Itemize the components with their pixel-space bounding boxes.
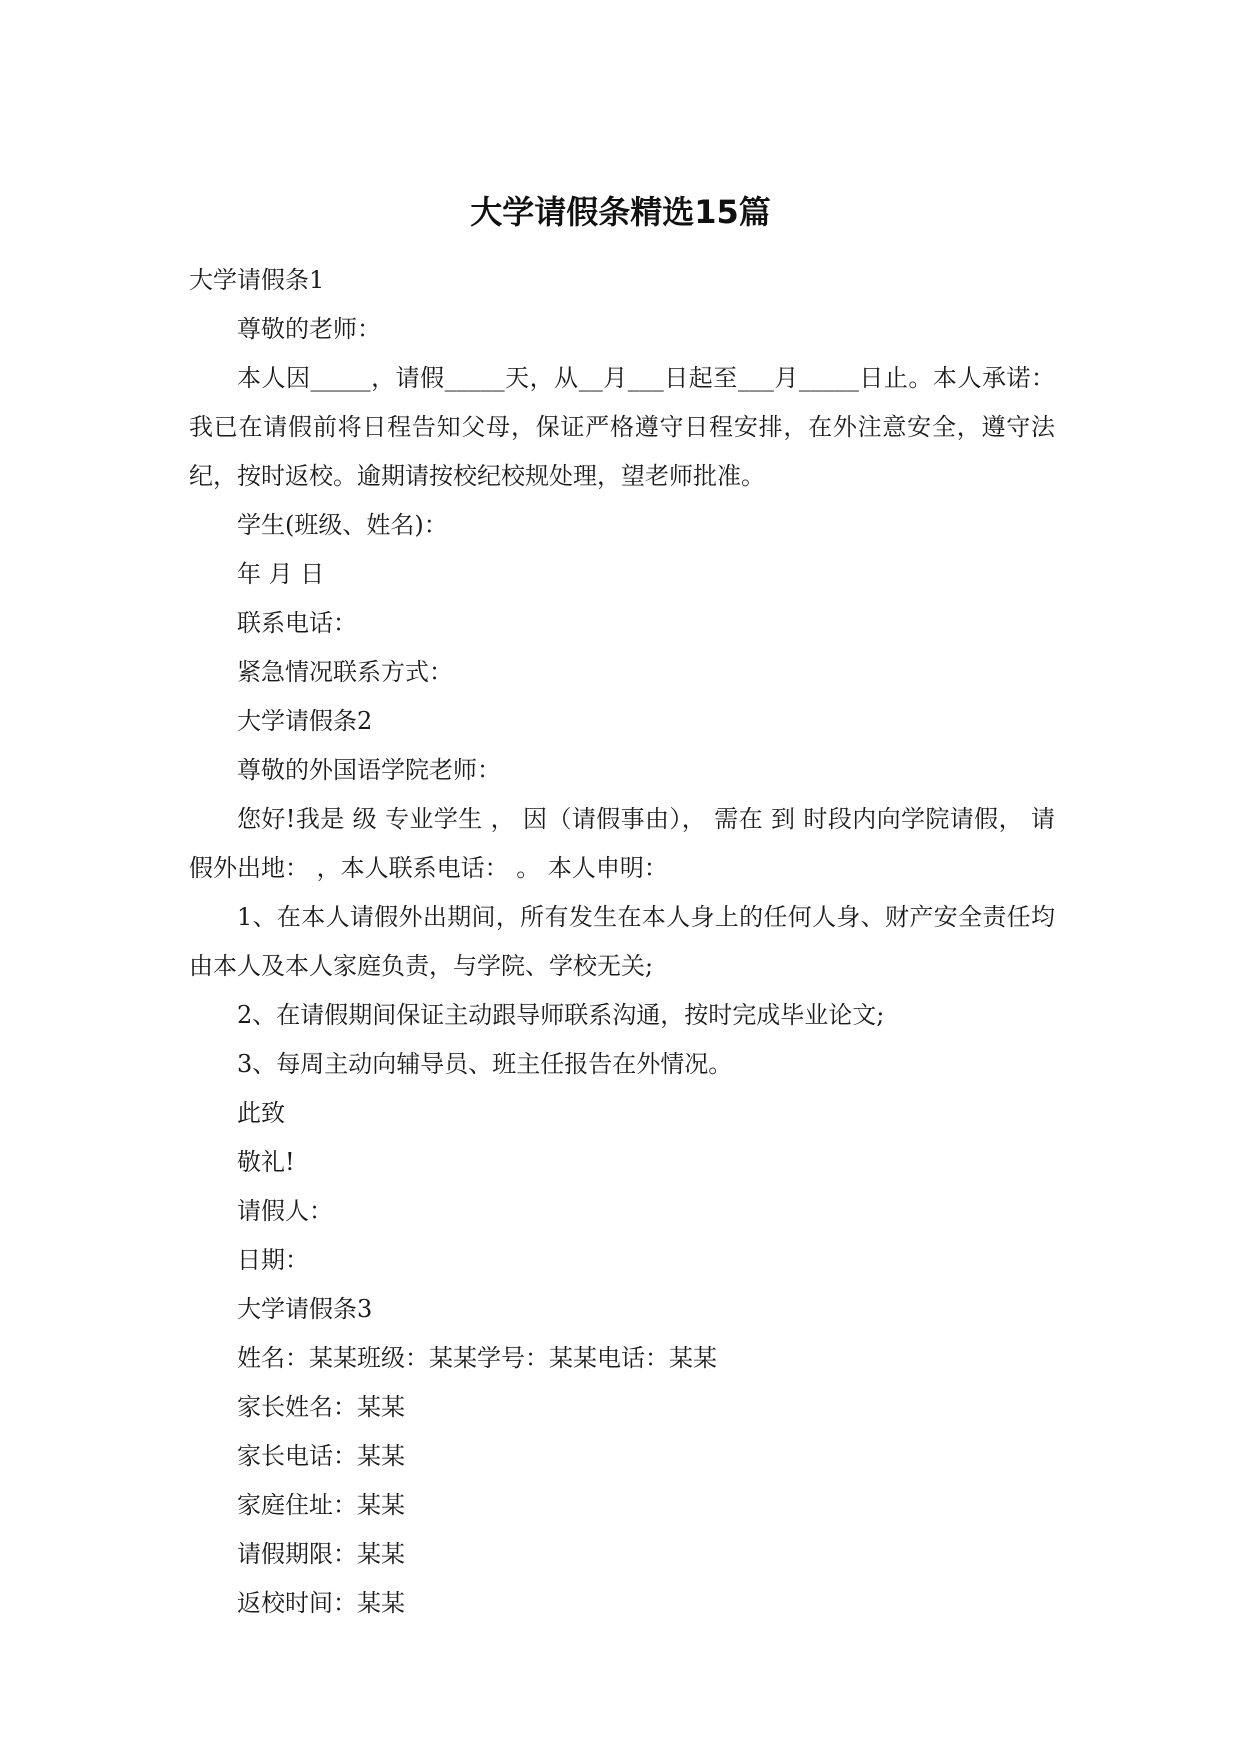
- paragraph: 请假期限：某某: [237, 1540, 405, 1568]
- paragraph: 敬礼!: [237, 1148, 295, 1176]
- paragraph: 姓名：某某班级：某某学号：某某电话：某某: [237, 1344, 717, 1372]
- paragraph: 大学请假条2: [237, 707, 373, 735]
- paragraph: 大学请假条3: [237, 1295, 373, 1323]
- paragraph: 大学请假条1: [189, 266, 325, 294]
- paragraph: 请假人：: [237, 1197, 333, 1225]
- paragraph: 学生(班级、姓名)：: [237, 511, 448, 539]
- paragraph: 本人因_____，请假_____天，从__月___日起至___月_____日止。本人承诺：我已在请假前将日程告知父母，保证严格遵守日程安排，在外注意安全，遵守法纪，按时返校。逾期请按校纪校规处理，望老师批准。: [189, 364, 1055, 490]
- paragraph: 日期：: [237, 1246, 309, 1274]
- document-title: 大学请假条精选15篇: [470, 193, 771, 231]
- document-body: [189, 256, 1055, 1628]
- paragraph: 联系电话：: [237, 609, 357, 637]
- paragraph: 家长电话：某某: [237, 1442, 405, 1470]
- paragraph: 返校时间：某某: [237, 1589, 405, 1617]
- paragraph: 尊敬的外国语学院老师：: [237, 756, 501, 784]
- paragraph: 尊敬的老师：: [237, 315, 381, 343]
- paragraph: 家长姓名：某某: [237, 1393, 405, 1421]
- paragraph: 1、在本人请假外出期间，所有发生在本人身上的任何人身、财产安全责任均由本人及本人家庭负责，与学院、学校无关;: [189, 903, 1055, 980]
- paragraph: 3、每周主动向辅导员、班主任报告在外情况。: [237, 1050, 733, 1078]
- paragraph: 家庭住址：某某: [237, 1491, 405, 1519]
- paragraph: 2、在请假期间保证主动跟导师联系沟通，按时完成毕业论文;: [237, 1001, 885, 1029]
- paragraph: 紧急情况联系方式：: [237, 658, 453, 686]
- paragraph: 此致: [237, 1099, 285, 1127]
- paragraph: 年 月 日: [237, 560, 325, 588]
- paragraph: 您好!我是 级 专业学生 ， 因（请假事由）， 需在 到 时段内向学院请假， 请假外出地： ，本人联系电话： 。 本人申明：: [189, 805, 1055, 882]
